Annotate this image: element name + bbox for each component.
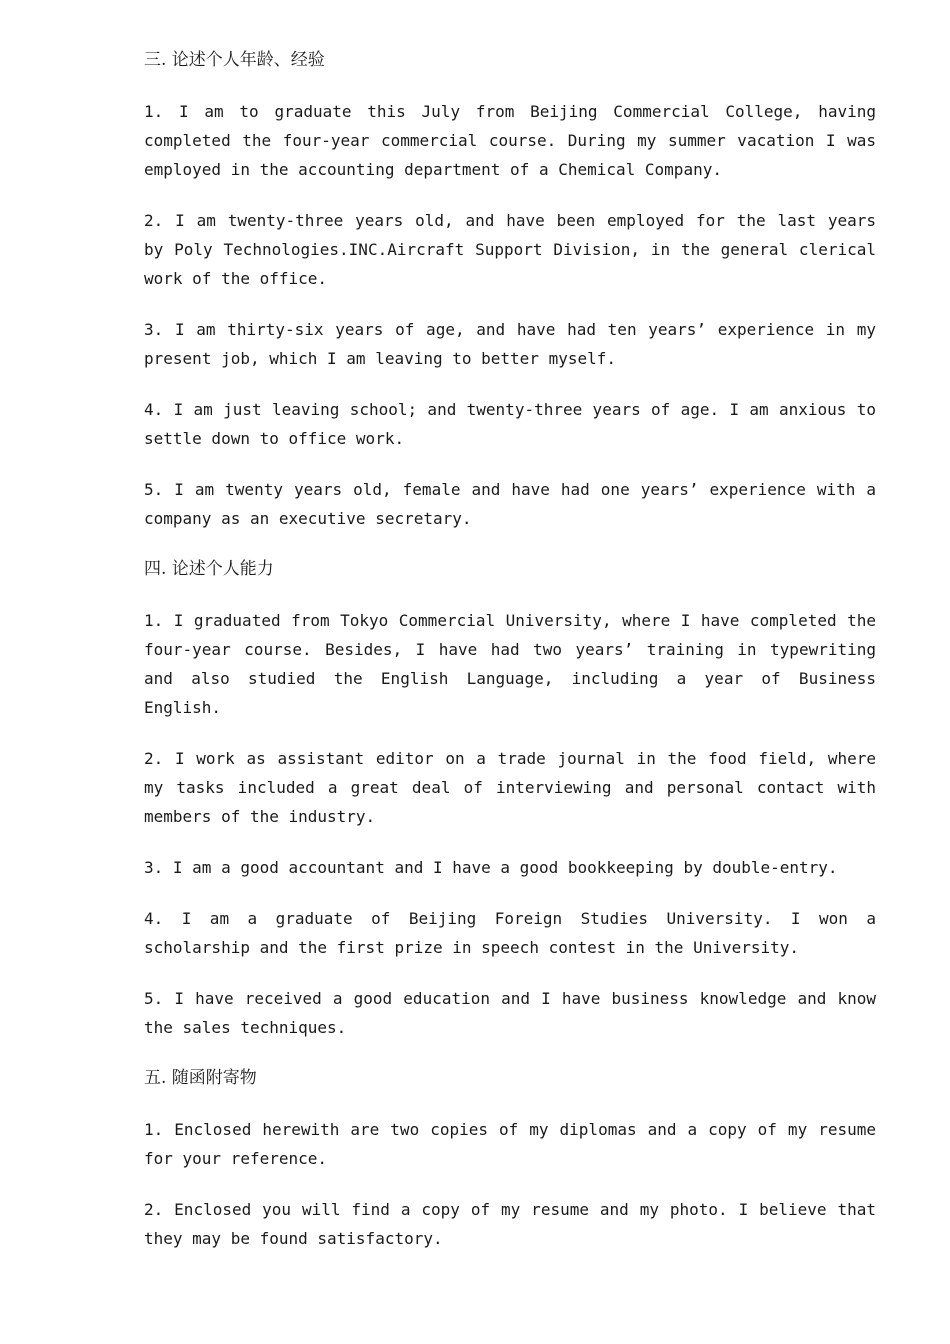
paragraph: 5. I have received a good education and I have business knowledge and know the sales techniques. (144, 989, 876, 1037)
paragraph: 1. I am to graduate this July from Beijing Commercial College, having completed the four-year commercial course. During my summer vacation I was employed in the accounting department of a Chemical Company. (144, 102, 876, 179)
paragraph: 2. I work as assistant editor on a trade journal in the food field, where my tasks included a great deal of interviewing and personal contact with members of the industry. (144, 749, 876, 826)
paragraph: 3. I am thirty-six years of age, and have had ten years’ experience in my present job, which I am leaving to better myself. (144, 320, 876, 368)
paragraph: 5. I am twenty years old, female and have had one years’ experience with a company as an executive secretary. (144, 480, 876, 528)
section-enclosures (144, 1064, 876, 1253)
section-heading: 三. 论述个人年龄、经验 (144, 50, 325, 70)
paragraph: 1. Enclosed herewith are two copies of my diplomas and a copy of my resume for your reference. (144, 1120, 876, 1168)
section-heading: 五. 随函附寄物 (144, 1068, 257, 1088)
paragraph: 2. Enclosed you will find a copy of my resume and my photo. I believe that they may be found satisfactory. (144, 1200, 876, 1248)
section-age-experience (144, 46, 876, 533)
section-heading: 四. 论述个人能力 (144, 559, 274, 579)
paragraph: 2. I am twenty-three years old, and have been employed for the last years by Poly Technologies.INC.Aircraft Support Division, in the general clerical work of the office. (144, 211, 876, 288)
paragraph: 1. I graduated from Tokyo Commercial University, where I have completed the four-year course. Besides, I have had two years’ training in typewriting and also studied the English Language, including a year of Business English. (144, 611, 876, 717)
paragraph: 4. I am just leaving school; and twenty-three years of age. I am anxious to settle down to office work. (144, 400, 876, 448)
document-page (144, 46, 876, 1275)
paragraph: 4. I am a graduate of Beijing Foreign Studies University. I won a scholarship and the first prize in speech contest in the University. (144, 909, 876, 957)
section-ability (144, 555, 876, 1042)
paragraph: 3. I am a good accountant and I have a good bookkeeping by double-entry. (144, 858, 838, 877)
